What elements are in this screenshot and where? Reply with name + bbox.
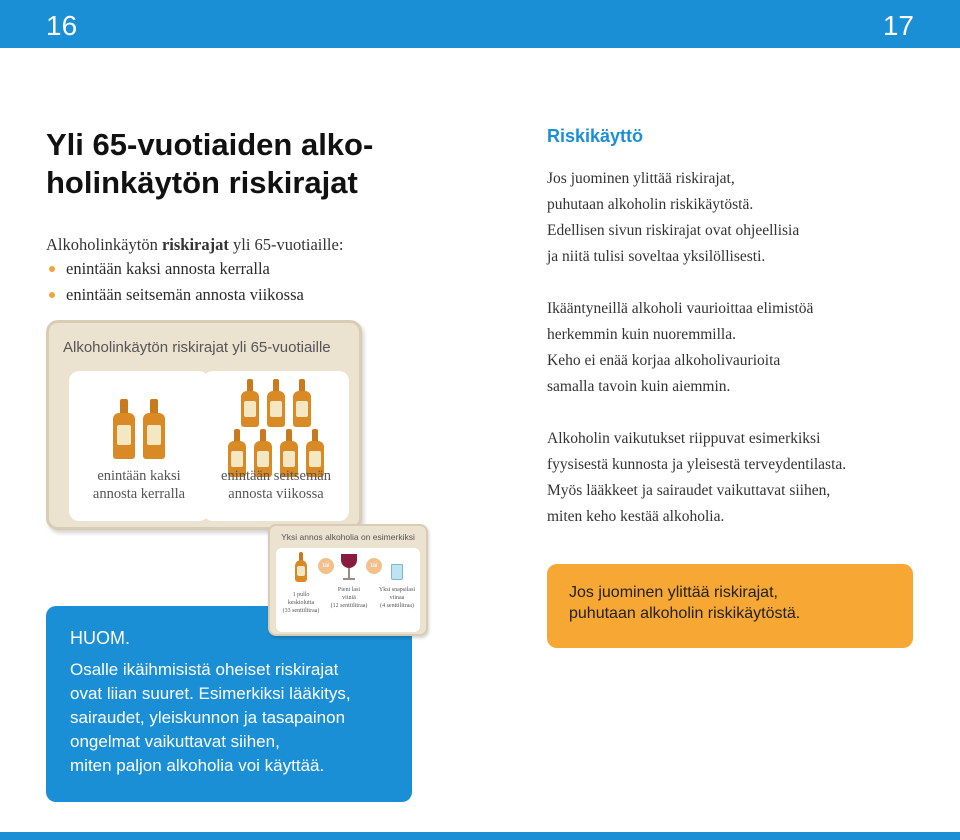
callout-line: puhutaan alkoholin riskikäytöstä. [569, 605, 801, 622]
note-line: ongelmat vaikuttavat siihen, [70, 732, 280, 751]
shot-glass-icon [390, 552, 404, 582]
note-line: miten paljon alkoholia voi käyttää. [70, 756, 325, 775]
portion-line: viinaa [389, 595, 405, 601]
limit-card-per-week [203, 371, 349, 521]
risk-limits-panel [46, 320, 362, 530]
risk-limits-panel-title: Alkoholinkäytön riskirajat yli 65-vuotiaille [63, 339, 331, 356]
risk-limit-list [46, 256, 386, 308]
paragraph-risk-use [547, 166, 907, 270]
list-item: enintään seitsemän annosta viikossa [46, 282, 386, 308]
bottle-group-two [69, 399, 209, 464]
paragraph-line: Jos juominen ylittää riskirajat, [547, 170, 735, 187]
page-number-right: 17 [882, 10, 914, 41]
callout-line: Jos juominen ylittää riskirajat, [569, 584, 778, 601]
paragraph-line: puhutaan alkoholin riskikäytöstä. [547, 196, 754, 213]
paragraph-line: miten keho kestää alkoholia. [547, 508, 725, 525]
beer-bottle-icon [142, 399, 166, 459]
or-badge: tai [318, 558, 334, 574]
paragraph-line: ja niitä tulisi soveltaa yksilöllisesti. [547, 248, 766, 265]
portion-line: viiniä [342, 595, 356, 601]
portion-panel-title: Yksi annos alkoholia on esimerkiksi [281, 532, 415, 542]
callout-text [569, 582, 899, 624]
portion-line: 1 pullo [292, 592, 310, 598]
paragraph-line: herkemmin kuin nuoremmilla. [547, 326, 736, 343]
paragraph-line: Alkoholin vaikutukset riippuvat esimerkiksi [547, 430, 821, 447]
caption-line: enintään seitsemän [221, 468, 331, 484]
limit-caption [203, 467, 349, 503]
paragraph-line: Ikääntyneillä alkoholi vaurioittaa elimistöä [547, 300, 814, 317]
caption-line: annosta kerralla [92, 486, 186, 502]
paragraph-line: samalla tavoin kuin aiemmin. [547, 378, 731, 395]
paragraph-line: Keho ei enää korjaa alkoholivaurioita [547, 352, 781, 369]
caption-line: enintään kaksi [97, 468, 181, 484]
bottle-group-row-1 [203, 379, 349, 432]
portion-text [278, 591, 324, 615]
portion-line: Pieni lasi [337, 587, 361, 593]
note-line: sairaudet, yleiskunnon ja tasapainon [70, 708, 346, 727]
portion-line: (33 senttilitraa) [282, 608, 320, 614]
title-line-1: Yli 65-vuotiaiden alko- [46, 127, 374, 162]
portion-line: (4 senttilitraa) [380, 603, 414, 609]
portion-text [326, 586, 372, 610]
paragraph-aging [547, 296, 907, 400]
page-number-left: 16 [46, 10, 78, 41]
bottom-bar [0, 832, 960, 840]
list-item: enintään kaksi annosta kerralla [46, 256, 386, 282]
top-bar [0, 0, 960, 48]
portion-line: keskiolutta [287, 600, 315, 606]
limit-caption [69, 467, 209, 503]
beer-bottle-icon [294, 552, 308, 582]
portion-text [374, 586, 420, 610]
portion-line: Yksi snapsilasi [378, 587, 416, 593]
paragraph-line: Myös lääkkeet ja sairaudet vaikuttavat siihen, [547, 482, 831, 499]
portion-beer [278, 552, 324, 615]
note-line: Osalle ikäihmisistä oheiset riskirajat [70, 660, 339, 679]
wine-glass-icon [340, 552, 358, 582]
beer-bottle-icon [292, 379, 312, 427]
or-badge: tai [366, 558, 382, 574]
note-text [70, 658, 400, 778]
section-heading: Riskikäyttö [547, 126, 644, 146]
paragraph-line: fyysisestä kunnosta ja yleisestä terveydentilasta. [547, 456, 847, 473]
intro-text [46, 232, 386, 258]
portion-examples-panel [268, 524, 428, 636]
paragraph-effects [547, 426, 907, 530]
portion-spirits [374, 552, 420, 610]
intro-suffix: yli 65-vuotiaille: [228, 235, 344, 254]
portion-line: (12 senttilitraa) [330, 603, 368, 609]
beer-bottle-icon [240, 379, 260, 427]
beer-bottle-icon [112, 399, 136, 459]
caption-line: annosta viikossa [228, 486, 324, 502]
paragraph-line: Edellisen sivun riskirajat ovat ohjeellisia [547, 222, 800, 239]
limit-card-per-occasion [69, 371, 209, 521]
note-title: HUOM. [70, 628, 130, 648]
intro-prefix: Alkoholinkäytön [46, 235, 162, 254]
title-line-2: holinkäytön riskirajat [46, 165, 358, 200]
intro-bold: riskirajat [161, 235, 229, 254]
callout-box [547, 564, 913, 648]
beer-bottle-icon [266, 379, 286, 427]
portion-examples [276, 548, 420, 632]
note-line: ovat liian suuret. Esimerkiksi lääkitys, [70, 684, 351, 703]
page-title [46, 126, 406, 202]
portion-wine [326, 552, 372, 610]
